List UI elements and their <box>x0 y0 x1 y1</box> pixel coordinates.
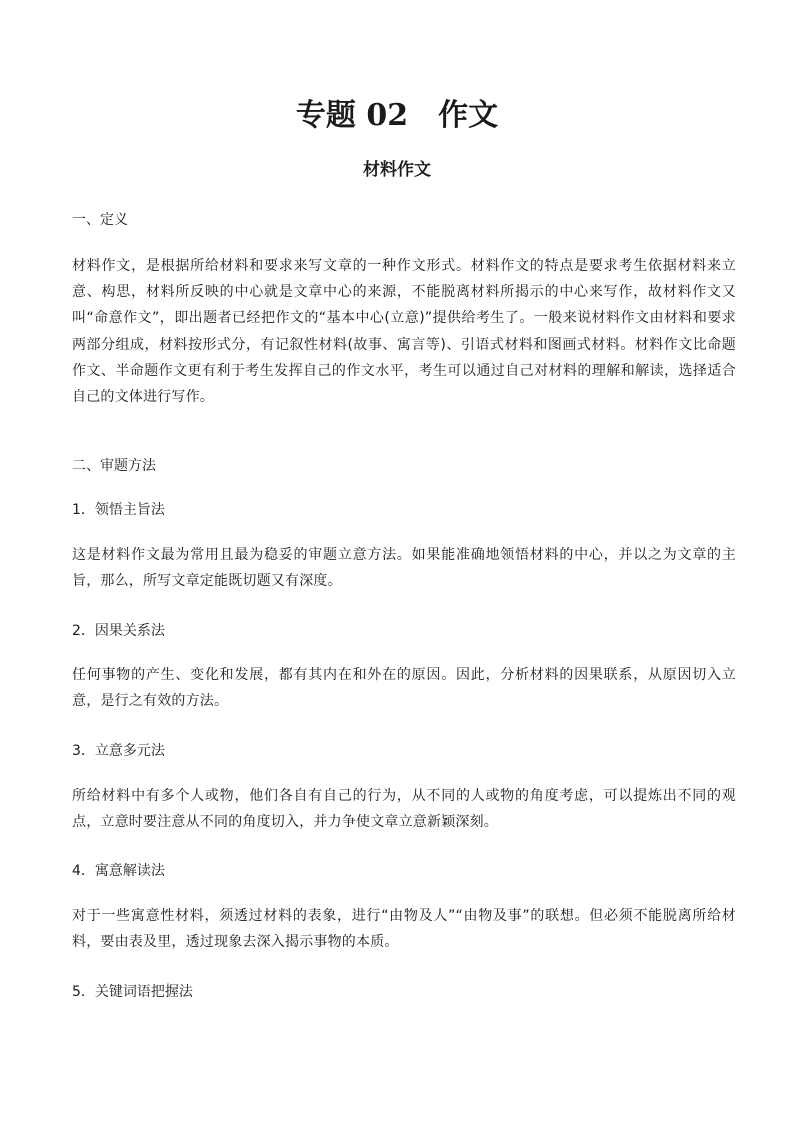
method-heading-4: 4．寓意解读法 <box>72 863 165 879</box>
method-paragraph-4: 对于一些寓意性材料，须透过材料的表象，进行“由物及人”“由物及事”的联想。但必须不能脱离所给材料，要由表及里，透过现象去深入揭示事物的本质。 <box>72 908 736 951</box>
document-title: 专题 02 作文 <box>295 98 499 133</box>
method-paragraph-2: 任何事物的产生、变化和发展，都有其内在和外在的原因。因此，分析材料的因果联系，从原因切入立意，是行之有效的方法。 <box>72 667 736 710</box>
definition-paragraph: 材料作文，是根据所给材料和要求来写文章的一种作文形式。材料作文的特点是要求考生依据材料来立意、构思，材料所反映的中心就是文章中心的来源，不能脱离材料所揭示的中心来写作，故材料作文又叫“命意作文”，即出题者已经把作文的“基本中心(立意)”提供给考生了。一般来说材料作文由材料和要求两部分组成，材料按形式分，有记叙性材料(故事、寓言等)、引语式材料和图画式材料。材料作文比命题作文、半命题作文更有利于考生发挥自己的作文水平，考生可以通过自己对材料的理解和解读，选择适合自己的文体进行写作。 <box>72 258 736 406</box>
document-subtitle: 材料作文 <box>363 160 431 180</box>
method-heading-2: 2．因果关系法 <box>72 623 165 639</box>
method-heading-5: 5．关键词语把握法 <box>72 984 193 1000</box>
method-heading-3: 3．立意多元法 <box>72 743 165 759</box>
method-paragraph-3: 所给材料中有多个人或物，他们各自有自己的行为，从不同的人或物的角度考虑，可以提炼出不同的观点，立意时要注意从不同的角度切入，并力争使文章立意新颖深刻。 <box>72 788 736 831</box>
method-heading-1: 1．领悟主旨法 <box>72 502 165 518</box>
method-paragraph-1: 这是材料作文最为常用且最为稳妥的审题立意方法。如果能准确地领悟材料的中心，并以之为文章的主旨，那么，所写文章定能既切题又有深度。 <box>72 547 736 590</box>
section-heading-methods: 二、审题方法 <box>72 458 156 474</box>
section-heading-definition: 一、定义 <box>72 212 128 228</box>
